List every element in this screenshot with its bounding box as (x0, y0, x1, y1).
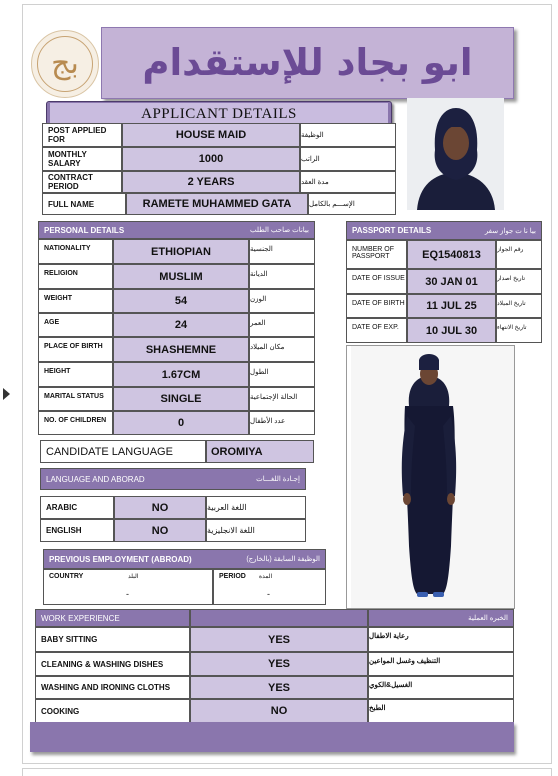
passport-row-label: DATE OF BIRTH (346, 294, 407, 318)
personal-row-label-ar: مكان الميلاد (249, 337, 315, 362)
personal-row-label-ar: الطول (249, 362, 315, 387)
work-experience-header-mid (190, 609, 368, 627)
work-row-label-ar: التنظيف وغسل المواعين (368, 652, 514, 676)
personal-row-value: 24 (113, 313, 249, 337)
passport-details-title: PASSPORT DETAILS (352, 226, 432, 235)
personal-row-label: HEIGHT (38, 362, 113, 387)
passport-details-header (346, 221, 542, 240)
next-page-edge (22, 768, 552, 776)
work-row-value: NO (190, 699, 368, 723)
country-label-ar: البلد (128, 574, 139, 580)
passport-row-label-ar: تاريخ اصدار (496, 269, 542, 294)
candidate-language-label: CANDIDATE LANGUAGE (40, 440, 206, 463)
passport-row-value: 30 JAN 01 (407, 269, 496, 294)
applicant-portrait-photo (407, 98, 504, 210)
personal-row-label-ar: الحالة الإجتماعية (249, 387, 315, 411)
passport-row-value: EQ1540813 (407, 240, 496, 269)
personal-row-value: SHASHEMNE (113, 337, 249, 362)
expand-arrow-icon[interactable] (3, 388, 10, 400)
work-experience-header-ar (368, 609, 514, 627)
passport-row-label: DATE OF EXP. (346, 318, 407, 343)
personal-row-label: AGE (38, 313, 113, 337)
full-name-label: FULL NAME (42, 193, 126, 215)
passport-row-label: NUMBER OF PASSPORT (346, 240, 407, 269)
work-row-label: COOKING (35, 699, 190, 723)
salary-label: MONTHLY SALARY (42, 147, 122, 171)
work-row-label: WASHING AND IRONING CLOTHS (35, 676, 190, 699)
passport-row-label-ar: رقم الجواز (496, 240, 542, 269)
passport-row-label-ar: تاريخ الانتهاء (496, 318, 542, 343)
personal-row-label-ar: الديانة (249, 264, 315, 289)
passport-details-title-ar: بيا نا ت جواز سفر (484, 227, 536, 235)
personal-row-label-ar: عدد الأطفال (249, 411, 315, 435)
work-row-label: CLEANING & WASHING DISHES (35, 652, 190, 676)
language-row-label: ARABIC (40, 496, 114, 519)
passport-row-label: DATE OF ISSUE (346, 269, 407, 294)
work-row-label-ar: الغسيل&الكوي (368, 676, 514, 699)
work-row-value: YES (190, 652, 368, 676)
full-name-value: RAMETE MUHAMMED GATA (126, 193, 308, 215)
passport-row-label-ar: تاريخ الميلاد (496, 294, 542, 318)
work-row-label-ar: الطبخ (368, 699, 514, 723)
language-row-label: ENGLISH (40, 519, 114, 542)
work-row-label: BABY SITTING (35, 627, 190, 652)
previous-employment-title-ar: الوظيفة السابقة (بالخارج) (246, 556, 320, 563)
contract-label: CONTRACT PERIOD (42, 171, 122, 193)
salary-value: 1000 (122, 147, 300, 171)
personal-row-label-ar: الوزن (249, 289, 315, 313)
footer-bar (30, 722, 514, 752)
applicant-full-body-photo (346, 345, 515, 609)
passport-row-value: 11 JUL 25 (407, 294, 496, 318)
country-value: - (126, 589, 129, 599)
post-value: HOUSE MAID (122, 123, 300, 147)
work-row-label-ar: رعاية الاطفال (368, 627, 514, 652)
full-name-label-ar: الإســـم بالكامل (308, 193, 396, 215)
work-experience-title: WORK EXPERIENCE (41, 613, 120, 623)
period-cell (213, 569, 326, 605)
candidate-language-value: OROMIYA (206, 440, 314, 463)
country-cell (43, 569, 213, 605)
work-experience-title-ar: الخبره العملية (468, 615, 508, 622)
previous-employment-header (43, 549, 326, 569)
contract-value: 2 YEARS (122, 171, 300, 193)
language-title-ar: إجـادة اللغـــات (256, 476, 300, 483)
post-label-ar: الوظيفة (300, 123, 396, 147)
previous-employment-title: PREVIOUS EMPLOYMENT (ABROAD) (49, 554, 192, 564)
personal-row-label: NO. OF CHILDREN (38, 411, 113, 435)
personal-row-label: MARITAL STATUS (38, 387, 113, 411)
passport-row-value: 10 JUL 30 (407, 318, 496, 343)
personal-details-title-ar: بيانات صاحب الطلب (249, 227, 309, 234)
personal-row-value: 0 (113, 411, 249, 435)
personal-details-title: PERSONAL DETAILS (44, 225, 125, 235)
personal-row-label: WEIGHT (38, 289, 113, 313)
contract-label-ar: مدة العقد (300, 171, 396, 193)
logo-letter: بج (51, 46, 79, 81)
language-title: LANGUAGE AND ABORAD (46, 474, 145, 484)
language-row-value: NO (114, 496, 206, 519)
period-value: - (267, 589, 270, 599)
applicant-details-heading: APPLICANT DETAILS (141, 106, 297, 122)
period-label-ar: المدة (259, 574, 273, 580)
work-row-value: YES (190, 676, 368, 699)
language-header (40, 468, 306, 490)
personal-row-label: NATIONALITY (38, 239, 113, 264)
personal-row-value: MUSLIM (113, 264, 249, 289)
work-row-value: YES (190, 627, 368, 652)
country-label: COUNTRY (49, 573, 84, 580)
language-row-label-ar: اللغة العربية (206, 496, 306, 519)
personal-row-value: 54 (113, 289, 249, 313)
salary-label-ar: الراتب (300, 147, 396, 171)
personal-row-value: 1.67CM (113, 362, 249, 387)
personal-row-value: SINGLE (113, 387, 249, 411)
personal-row-label: PLACE OF BIRTH (38, 337, 113, 362)
personal-row-label: RELIGION (38, 264, 113, 289)
personal-row-label-ar: الجنسية (249, 239, 315, 264)
personal-details-header (38, 221, 315, 239)
personal-row-label-ar: العمر (249, 313, 315, 337)
personal-row-value: ETHIOPIAN (113, 239, 249, 264)
post-label: POST APPLIED FOR (42, 123, 122, 147)
period-label: PERIOD (219, 573, 246, 580)
language-row-value: NO (114, 519, 206, 542)
language-row-label-ar: اللغة الانجليزية (206, 519, 306, 542)
banner-title: ابو بجاد للإستقدام (142, 41, 473, 84)
work-experience-header (35, 609, 190, 627)
